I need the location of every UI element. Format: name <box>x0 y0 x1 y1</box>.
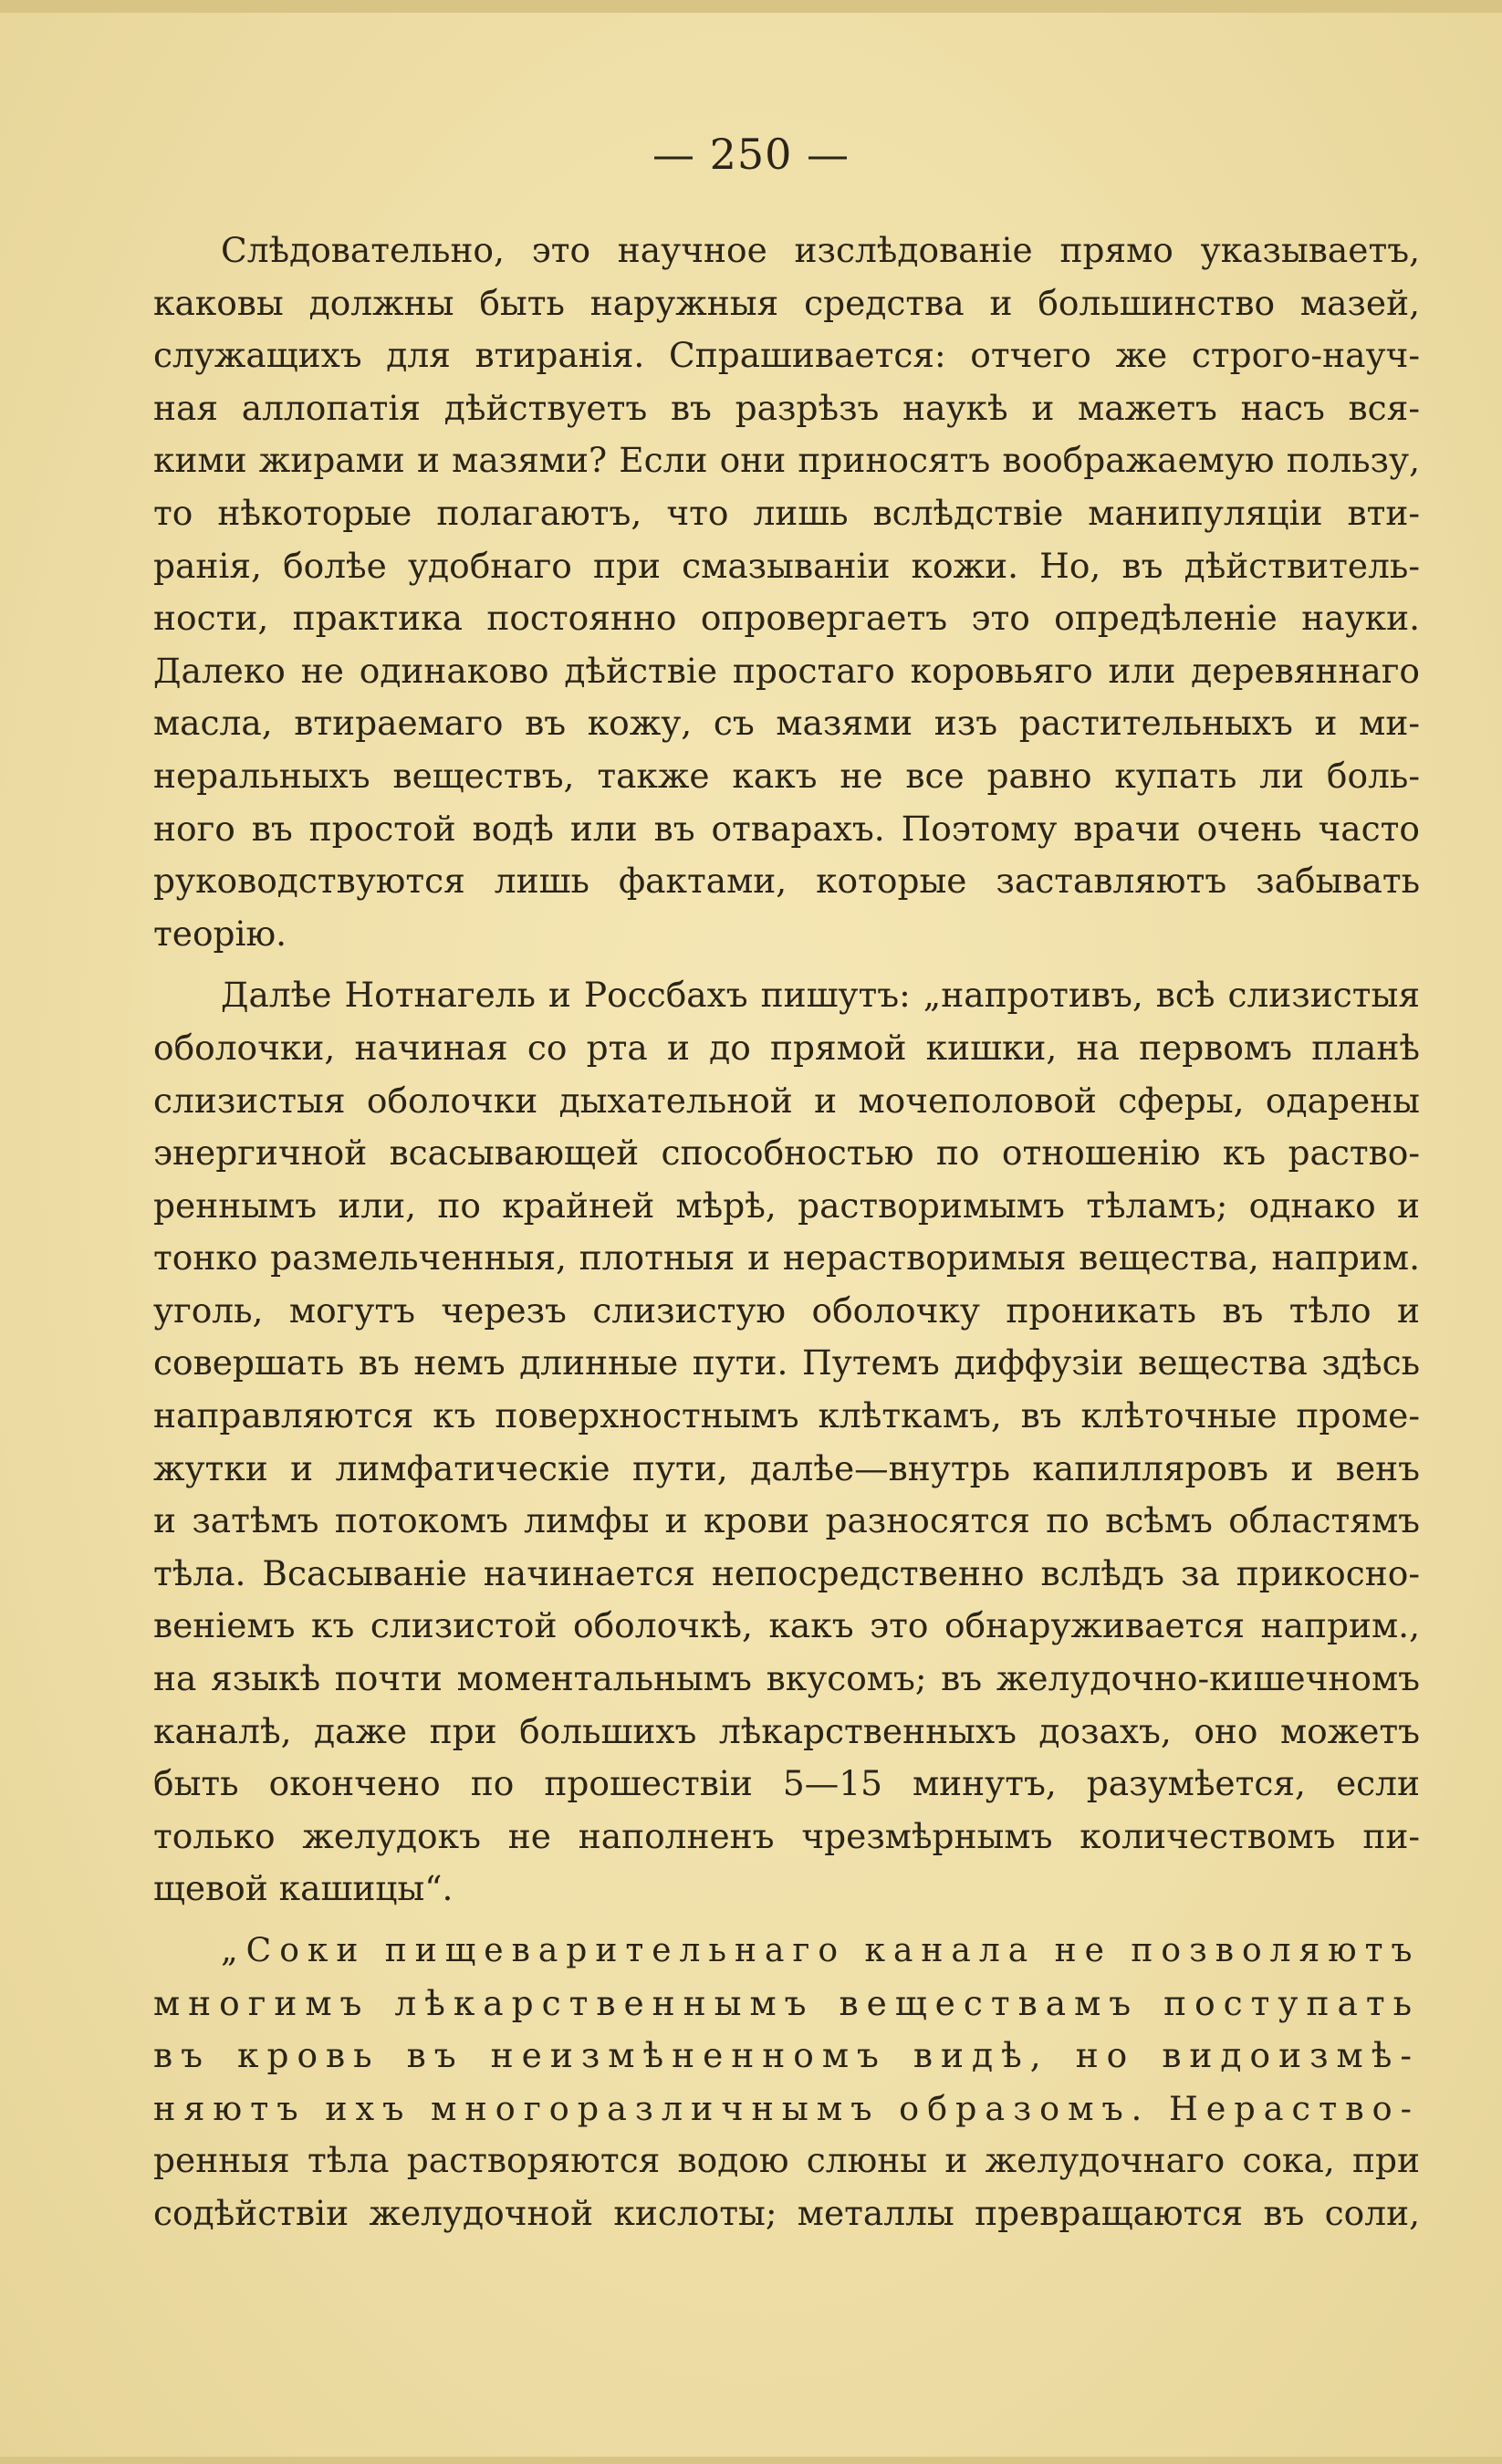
text-line: только желудокъ не наполненъ чрезмѣрнымъ количествомъ пи- <box>153 1815 1420 1856</box>
text-line: неральныхъ веществъ, также какъ не все равно купать ли боль- <box>153 755 1420 796</box>
text-line: руководствуются лишь фактами, которые заставляютъ забывать <box>153 861 1420 902</box>
text-line: ного въ простой водѣ или въ отварахъ. Поэтому врачи очень часто <box>153 808 1420 849</box>
text-line: веніемъ къ слизистой оболочкѣ, какъ это обнаруживается наприм., <box>153 1605 1420 1646</box>
text-line: жутки и лимфатическіе пути, далѣе—внутрь капилляровъ и венъ <box>153 1447 1420 1488</box>
text-line: уголь, могутъ черезъ слизистую оболочку проникать въ тѣло и <box>153 1289 1420 1331</box>
text-line: слизистыя оболочки дыхательной и мочеполовой сферы, одарены <box>153 1080 1420 1121</box>
paragraph-1 <box>153 224 1420 960</box>
text-line: ренныя тѣла растворяются водою слюны и желудочнаго сока, при <box>153 2140 1420 2181</box>
text-line: оболочки, начиная со рта и до прямой кишки, на первомъ планѣ <box>153 1027 1420 1068</box>
paragraph-spacer <box>153 960 1420 969</box>
spaced-text-line: въ кровь въ неизмѣненномъ видѣ, но видоизмѣ- <box>153 2035 1420 2076</box>
paragraph-3-quote <box>153 1925 1420 2240</box>
text-line: теорію. <box>153 913 287 954</box>
text-line: ная аллопатія дѣйствуетъ въ разрѣзъ наукѣ и мажетъ насъ вся- <box>153 387 1420 428</box>
text-line: на языкѣ почти моментальнымъ вкусомъ; въ желудочно-кишечномъ <box>153 1658 1420 1699</box>
paragraph-2 <box>153 969 1420 1916</box>
text-line: то нѣкоторые полагаютъ, что лишь вслѣдствіе манипуляціи вти- <box>153 492 1420 533</box>
text-line: Далѣе Нотнагель и Россбахъ пишутъ: „напротивъ, всѣ слизистыя <box>221 975 1420 1016</box>
text-line: ранія, болѣе удобнаго при смазываніи кожи. Но, въ дѣйствитель- <box>153 545 1420 586</box>
text-line: Далеко не одинаково дѣйствіе простаго коровьяго или деревяннаго <box>153 650 1420 691</box>
body-text <box>153 224 1420 2240</box>
text-line: тѣла. Всасываніе начинается непосредственно вслѣдъ за прикосно- <box>153 1552 1420 1593</box>
text-line: и затѣмъ потокомъ лимфы и крови разносятся по всѣмъ областямъ <box>153 1500 1420 1541</box>
text-line: масла, втираемаго въ кожу, съ мазями изъ растительныхъ и ми- <box>153 703 1420 744</box>
text-line: каналѣ, даже при большихъ лѣкарственныхъ дозахъ, оно можетъ <box>153 1710 1420 1751</box>
text-line: совершать въ немъ длинные пути. Путемъ диффузіи вещества здѣсь <box>153 1342 1420 1383</box>
spaced-text-line: „Соки пищеварительнаго канала не позволяютъ <box>221 1932 1421 1969</box>
text-line: служащихъ для втиранія. Спрашивается: отчего же строго-науч- <box>153 335 1420 376</box>
text-line: реннымъ или, по крайней мѣрѣ, растворимымъ тѣламъ; однако и <box>153 1185 1420 1226</box>
text-line: щевой кашицы“. <box>153 1868 454 1909</box>
paragraph-spacer <box>153 1916 1420 1925</box>
page-number: — 250 — <box>652 130 850 179</box>
text-line: содѣйствіи желудочной кислоты; металлы превращаются въ соли, <box>153 2192 1420 2233</box>
text-line: тонко размельченныя, плотныя и нерастворимыя вещества, наприм. <box>153 1237 1420 1279</box>
spaced-text-line: няютъ ихъ многоразличнымъ образомъ. Нераство- <box>153 2088 1420 2128</box>
text-line: энергичной всасывающей способностью по отношенію къ раство- <box>153 1133 1420 1174</box>
text-line: быть окончено по прошествіи 5—15 минутъ, разумѣется, если <box>153 1763 1420 1804</box>
text-line: каковы должны быть наружныя средства и большинство мазей, <box>153 282 1420 323</box>
text-line: кими жирами и мазями? Если они приносятъ воображаемую пользу, <box>153 440 1420 481</box>
text-line: направляются къ поверхностнымъ клѣткамъ, въ клѣточные проме- <box>153 1395 1420 1436</box>
text-line: Слѣдовательно, это научное изслѣдованіе прямо указываетъ, <box>221 230 1420 270</box>
text-line: ности, практика постоянно опровергаетъ это опредѣленіе науки. <box>153 598 1420 639</box>
spaced-text-line: многимъ лѣкарственнымъ веществамъ поступать <box>153 1982 1420 2023</box>
